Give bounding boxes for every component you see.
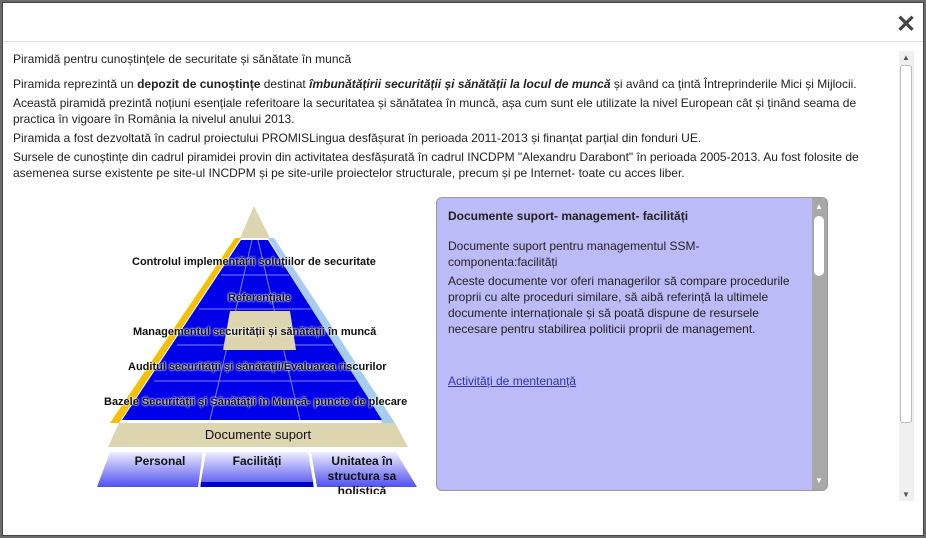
maintenance-link[interactable]: Activități de mentenanță xyxy=(448,374,577,388)
pyramid-graphic xyxy=(90,195,430,495)
scroll-down-icon[interactable]: ▼ xyxy=(815,476,823,485)
pillar-label[interactable]: Unitatea în structura sa holistică xyxy=(327,454,397,494)
text: depozit de cunoștințe xyxy=(137,77,261,91)
text: Piramida reprezintă un xyxy=(13,77,138,91)
close-icon[interactable]: ✕ xyxy=(896,11,917,38)
pillar-label[interactable]: Facilități xyxy=(232,454,282,468)
info-panel xyxy=(436,197,828,491)
page-title: Piramidă pentru cunoștințele de securitate și sănătate în muncă xyxy=(13,52,352,66)
base-label[interactable]: Documente suport xyxy=(204,427,312,442)
scroll-up-icon[interactable]: ▲ xyxy=(902,53,910,62)
paragraph: Sursele de cunoștințe din cadrul piramidei provin din activitatea desfășurată în cadrul INCDPM "Alexandru Darabont" în perioada 2005-2013. Au fost folosite de asemenea surse existente pe site-ul INCDPM și pe site-urile proiectelor structurale, precum și pe Internet- toate cu acces liber. xyxy=(13,150,859,180)
intro-text xyxy=(13,51,893,184)
paragraph: Piramida a fost dezvoltată în cadrul proiectului PROMISLingua desfășurat în perioada 2011-2013 și finanțat parțial din fonduri UE. xyxy=(13,131,702,145)
text: și având ca țintă Întreprinderile Mici și Mijlocii. xyxy=(610,77,857,91)
scroll-down-icon[interactable]: ▼ xyxy=(902,490,910,499)
text: destinat xyxy=(260,77,310,91)
level-label[interactable]: Auditul securității și sănătății/Evaluarea riscurilor xyxy=(128,361,387,373)
divider xyxy=(3,41,923,42)
paragraph xyxy=(13,76,893,92)
pillar-highlight xyxy=(201,482,313,487)
info-text: Aceste documente vor oferi managerilor să compare procedurile proprii cu alte proceduri similare, să aibă referință la ultimele documente internaționale și să poată dispune de resursele necesare pentru stabilirea politicii proprii de management. xyxy=(448,274,790,336)
level-label[interactable]: Referențiale xyxy=(228,292,291,304)
scroll-up-icon[interactable]: ▲ xyxy=(815,202,823,211)
info-text: Documente suport pentru managementul SSM- componenta:facilități xyxy=(448,239,700,269)
pyramid-cap xyxy=(240,206,270,238)
paragraph: Această piramidă prezintă noțiuni esențiale referitoare la securitatea și sănătatea în muncă, așa cum sunt ele utilizate la nivel European cât și ținând seama de practica în vigoare în România la nivelul anului 2013. xyxy=(13,96,857,126)
info-title: Documente suport- management- facilități xyxy=(448,209,689,223)
level-label[interactable]: Bazele Securității și Sănătății în Muncă- puncte de plecare xyxy=(104,396,408,408)
info-scrollbar[interactable] xyxy=(812,198,827,490)
text: îmbunătățirii securității și sănătății la locul de muncă xyxy=(309,77,611,91)
scroll-thumb[interactable] xyxy=(900,65,912,423)
level-label[interactable]: Managementul securității și sănătății în muncă xyxy=(133,326,377,338)
pillar-label[interactable]: Personal xyxy=(134,454,186,468)
level-label[interactable]: Controlul implementării soluțiilor de securitate xyxy=(132,256,376,268)
scroll-thumb[interactable] xyxy=(814,216,824,276)
pyramid xyxy=(90,195,430,495)
main-scrollbar[interactable] xyxy=(899,51,914,501)
